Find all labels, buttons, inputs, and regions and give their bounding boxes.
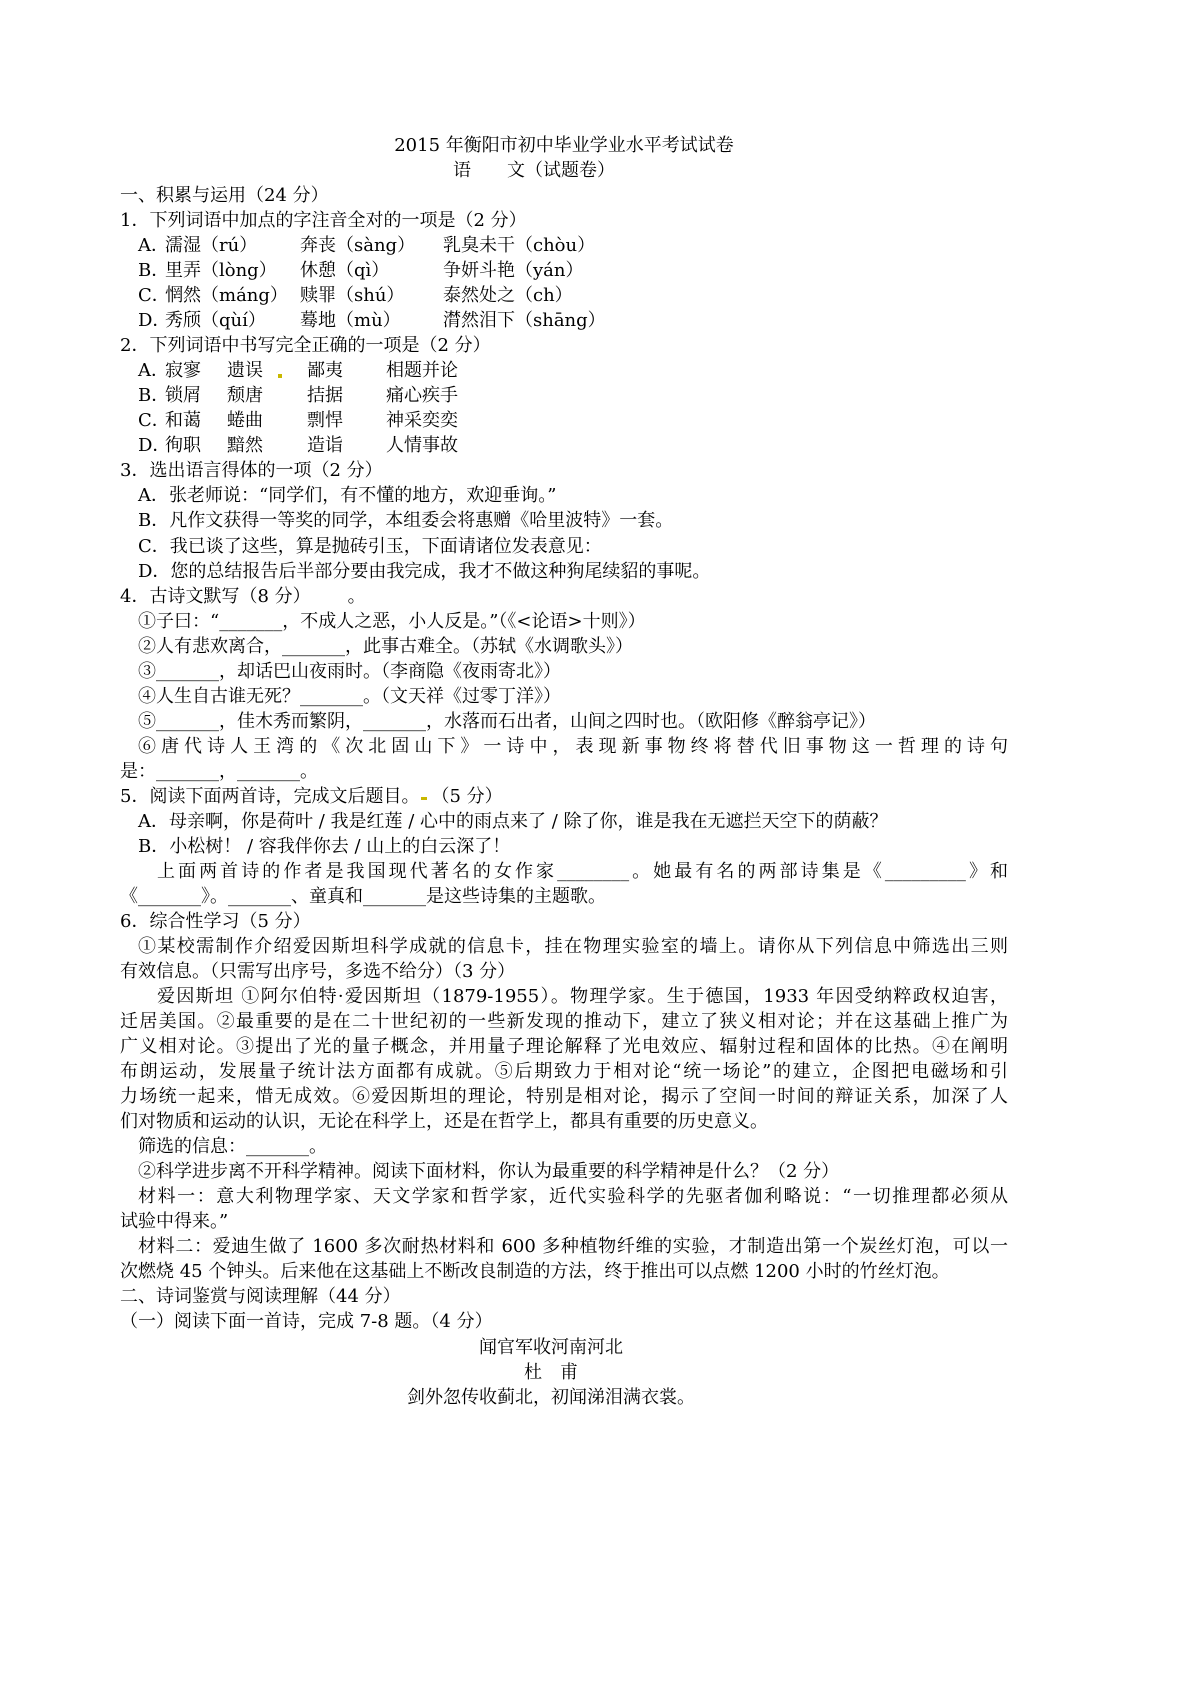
q4-stem [120,584,1008,609]
option-item: 造诣 [307,435,343,457]
q4-line: ③_______，却话巴山夜雨时。（李商隐《夜雨寄北》） [138,660,561,682]
option-item: 锁屑 [165,385,201,407]
q4-stem-text: 4．古诗文默写（8 分） [120,585,302,607]
option-item: 乳臭未干（chòu） [443,235,596,257]
q4-line: ⑥唐代诗人王湾的《次北固山下》一诗中，表现新事物终将替代旧事物这一哲理的诗句 [138,735,1008,757]
q5-question-line: 上面两首诗的作者是我国现代著名的女作家________。她最有名的两部诗集是《_________》和 [157,860,1008,882]
material-line: 材料一：意大利物理学家、天文学家和哲学家，近代实验科学的先驱者伽利略说：“一切推理都必须从 [138,1186,1008,1208]
q6-stem: 6．综合性学习（5 分） [120,910,311,932]
option-item: 相题并论 [386,360,458,382]
option-label: C． [138,285,170,307]
option-item: 濡湿（rú） [165,235,258,257]
q2-option-c [120,408,1008,433]
section-subheading: （一）阅读下面一首诗，完成 7-8 题。（4 分） [120,1311,493,1333]
poem-title: 闻官军收河南河北 [479,1336,623,1358]
option-item: 蓦地（mù） [300,310,401,332]
option-label: B． [138,260,170,282]
passage-line: 力场统一起来，惜无成效。⑥爱因斯坦的理论，特别是相对论，揭示了空间一时间的辩证关系，加深了人 [120,1086,1008,1108]
option-item: 鄙夷 [307,360,343,382]
option-item: 惘然（máng） [165,285,288,307]
highlight-mark [278,374,282,378]
q5-stem-text: 5．阅读下面两首诗，完成文后题目。 [120,785,420,807]
section-heading-2: 二、诗词鉴赏与阅读理解（44 分） [120,1286,401,1308]
q5-score: （5 分） [431,785,503,807]
q6-sub1-line: ①某校需制作介绍爱因斯坦科学成就的信息卡，挂在物理实验室的墙上。请你从下列信息中筛选出三则 [138,936,1008,957]
q3-stem: 3．选出语言得体的一项（2 分） [120,460,383,482]
passage-line: 迁居美国。②最重要的是在二十世纪初的一些新发现的推动下，建立了狭义相对论；并在这基础上推广为 [120,1011,1008,1033]
option-label: A． [138,235,169,257]
poem-author: 杜 甫 [524,1361,578,1383]
option-item: 黯然 [227,435,263,457]
exam-title: 2015 年衡阳市初中毕业学业水平考试试卷 [394,135,734,156]
option-label: B． [138,385,170,407]
option-item: 颓唐 [227,385,263,407]
q1-option-a [120,233,1008,258]
q4-line: ⑤_______，佳木秀而繁阴，_______，水落而石出者，山间之四时也。（欧阳修《醉翁亭记》） [138,710,876,732]
q6-sub1-line: 有效信息。（只需写出序号，多选不给分）（3 分） [120,961,516,983]
option-item: 剽悍 [307,410,343,432]
q2-option-b [120,383,1008,408]
material-line: 材料二：爱迪生做了 1600 多次耐热材料和 600 多种植物纤维的实验，才制造出第一个炭丝灯泡，可以一 [138,1236,1008,1258]
passage-line: 布朗运动，发展量子统计法方面都有成就。⑤后期致力于相对论“统一场论”的建立，企图把电磁场和引 [120,1061,1008,1083]
q4-line: ①子曰：“_______，不成人之恶，小人反是。”（《<论语>十则》） [138,610,646,632]
exam-content [120,133,1008,1410]
option-item: 痛心疾手 [386,385,458,407]
option-item: 赎罪（shú） [300,285,405,307]
q5-poem: B．小松树！ / 容我伴你去 / 山上的白云深了！ [138,835,511,857]
q1-option-b [120,258,1008,283]
q3-option-a: A．张老师说：“同学们，有不懂的地方，欢迎垂询。” [138,485,557,507]
q5-stem [120,784,1008,809]
option-label: D． [138,435,171,457]
poem-line: 剑外忽传收蓟北，初闻涕泪满衣裳。 [407,1386,695,1408]
q2-option-d [120,433,1008,458]
option-item: 奔丧（sàng） [300,235,416,257]
q3-option-c: C．我已谈了这些，算是抛砖引玉，下面请诸位发表意见： [138,535,602,557]
q4-line: 是：_______，_______。 [120,760,318,782]
q3-option-d: D．您的总结报告后半部分要由我完成，我才不做这种狗尾续貂的事呢。 [138,560,711,582]
q4-stem-trailing: 。 [347,585,366,607]
material-line: 次燃烧 45 个钟头。后来他在这基础上不断改良制造的方法，终于推出可以点燃 1200 小时的竹丝灯泡。 [120,1261,950,1283]
q4-line: ②人有悲欢离合，_______，此事古难全。（苏轼《水调歌头》） [138,635,633,657]
option-item: 寂寥 [165,360,201,382]
q3-option-b: B．凡作文获得一等奖的同学，本组委会将惠赠《哈里波特》一套。 [138,510,674,532]
option-item: 徇职 [165,435,201,457]
q5-question-line: 《_______》。_______、童真和_______是这些诗集的主题歌。 [120,885,606,907]
q1-option-c [120,283,1008,308]
option-item: 休憩（qì） [300,260,390,282]
option-label: C． [138,410,170,432]
passage-line: 爱因斯坦 ①阿尔伯特·爱因斯坦（1879-1955）。物理学家。生于德国，1933 年因受纳粹政权迫害， [157,986,1008,1008]
passage-line: 广义相对论。③提出了光的量子概念，并用量子理论解释了光电效应、辐射过程和固体的比热。④在阐明 [120,1036,1008,1058]
option-label: A． [138,360,169,382]
q4-line: ④人生自古谁无死？_______。（文天祥《过零丁洋》） [138,685,561,707]
q2-option-a [120,358,1008,383]
option-item: 秀颀（qùí） [165,310,266,332]
highlight-mark [421,797,427,800]
passage-line: 们对物质和运动的认识，无论在科学上，还是在哲学上，都具有重要的历史意义。 [120,1111,768,1133]
material-line: 试验中得来。” [120,1211,229,1233]
option-item: 潸然泪下（shāng） [443,310,606,332]
option-item: 泰然处之（ch） [443,285,573,307]
option-item: 人情事故 [386,435,458,457]
option-label: D． [138,310,171,332]
q6-sub2: ②科学进步离不开科学精神。阅读下面材料，你认为最重要的科学精神是什么？（2 分） [138,1161,840,1183]
q5-poem: A．母亲啊，你是荷叶 / 我是红莲 / 心中的雨点来了 / 除了你，谁是我在无遮拦天空下的荫蔽？ [138,810,888,832]
option-item: 里弄（lòng） [165,260,277,282]
option-item: 拮据 [307,385,343,407]
option-item: 争妍斗艳（yán） [443,260,584,282]
q1-option-d [120,308,1008,333]
exam-subtitle: 语 文（试题卷） [453,160,615,182]
option-item: 神采奕奕 [386,410,458,432]
option-item: 遗误 [227,360,263,382]
q1-stem: 1．下列词语中加点的字注音全对的一项是（2 分） [120,210,527,232]
option-item: 蜷曲 [227,410,263,432]
q6-answer-line: 筛选的信息：_______。 [138,1136,327,1158]
section-heading-1: 一、积累与运用（24 分） [120,185,329,207]
q2-stem: 2．下列词语中书写完全正确的一项是（2 分） [120,335,491,357]
option-item: 和蔼 [165,410,201,432]
